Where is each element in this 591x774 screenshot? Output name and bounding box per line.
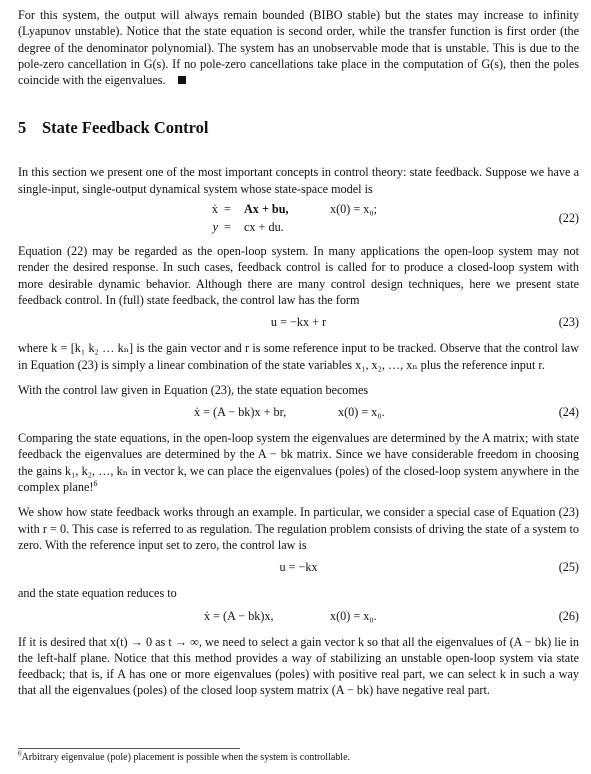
paragraph-8: If it is desired that x(t) → 0 as t → ∞, we need to select a gain vector k so that all the eigenvalues of (A − bk) lie in the left-half plane. Notice that this method provides a way of stabilizing an unstable open-loop system via state feedback; that is, if A has one or more eigenvalues (poles) with positive real part, we can select k in such a way that all the eigenvalues (poles) of the closed loop system matrix (A − bk) have negative real part. xyxy=(18,634,579,698)
paragraph-6: We show how state feedback works through an example. In particular, we consider a special case of Equation (23) with r = 0. This case is referred to as regulation. The regulation problem consists of driving the state of a system to zero. With the reference input set to zero, the control law is xyxy=(18,505,579,552)
paragraph-1: In this section we present one of the most important concepts in control theory: state feedback. Suppose we have a single-input, single-output dynamical system whose state-space model is xyxy=(18,165,579,196)
page-body xyxy=(18,7,579,699)
eq25-label: (25) xyxy=(558,560,579,575)
paragraph-5-text: Comparing the state equations, in the open-loop system the eigenvalues are determined by the A matrix; with state feedback the eigenvalues are determined by the A − bk matrix. Since we have considerable freedom in choosing the gains k₁, k₂, …, kₙ in vector k, we can place the eigenvalues (poles) of the closed-loop system anywhere in the complex plane! xyxy=(18,431,579,495)
paragraph-3: where k = [k₁ k₂ … kₙ] is the gain vector and r is some reference input to be tracked. Observe that the control law in Equation (23) is simply a linear combination of the state variables x₁, x₂, …, xₙ plus the reference input r. xyxy=(18,341,579,372)
eq24-body: ẋ = (A − bk)x + br, xyxy=(194,405,287,420)
eq26-label: (26) xyxy=(558,608,579,623)
eq22-line2-lhs: y xyxy=(212,220,218,235)
intro-paragraph: For this system, the output will always remain bounded (BIBO stable) but the states may increase to infinity (Lyapunov unstable). Notice that the state equation is second order, while the transfer function is first order (the degree of the denominator polynomial). The system has an unobservable mode that is unstable. This is due to the pole-zero cancellation in G(s). If no pole-zero cancellations take place in the computation of G(s), then the poles coincide with the eigenvalues. xyxy=(18,8,579,88)
footnote xyxy=(18,751,579,764)
paragraph-5 xyxy=(18,430,579,495)
footnote-number: 6 xyxy=(18,749,22,758)
footnote-rule xyxy=(18,748,240,749)
eq22-line2-rhs: cx + du. xyxy=(244,220,284,235)
eq26-body: ẋ = (A − bk)x, xyxy=(204,608,274,623)
eq26-cond: x(0) = x₀. xyxy=(330,608,377,623)
eq23-label: (23) xyxy=(558,315,579,330)
eq24-cond: x(0) = x₀. xyxy=(338,405,385,420)
section-heading xyxy=(18,118,579,138)
eq23-body: u = −kx + r xyxy=(270,315,327,330)
paragraph-2: Equation (22) may be regarded as the open-loop system. In many applications the open-loop system may not render the desired response. In such cases, feedback control is called for to produce a closed-loop system with more desirable dynamic behavior. Although there are many control design techniques, here we present state feedback control. In (full) state feedback, the control law has the form xyxy=(18,244,579,307)
equation-24 xyxy=(18,404,579,422)
footnote-text: Arbitrary eigenvalue (pole) placement is possible when the system is controllable. xyxy=(21,752,351,763)
eq22-line1-cond: x(0) = x₀; xyxy=(330,202,378,217)
equation-22: ẋ = Ax + bu, x(0) = x₀; y = cx + du. (22) xyxy=(18,201,579,237)
equation-23 xyxy=(18,314,579,332)
end-of-example-marker xyxy=(178,76,186,84)
section-title: State Feedback Control xyxy=(42,118,209,138)
eq25-body: u = −kx xyxy=(279,560,318,575)
eq22-line1-lhs: ẋ xyxy=(211,202,218,217)
eq24-label: (24) xyxy=(558,405,579,420)
paragraph-7: and the state equation reduces to xyxy=(18,586,177,601)
paragraph-4: With the control law given in Equation (23), the state equation becomes xyxy=(18,382,369,397)
equation-26 xyxy=(18,608,579,626)
equation-25 xyxy=(18,559,579,577)
footnote-marker: 6 xyxy=(93,478,98,488)
eq22-line1-rhs: Ax + bu, xyxy=(244,202,289,217)
eq22-label: (22) xyxy=(558,211,579,226)
section-number: 5 xyxy=(18,118,27,138)
